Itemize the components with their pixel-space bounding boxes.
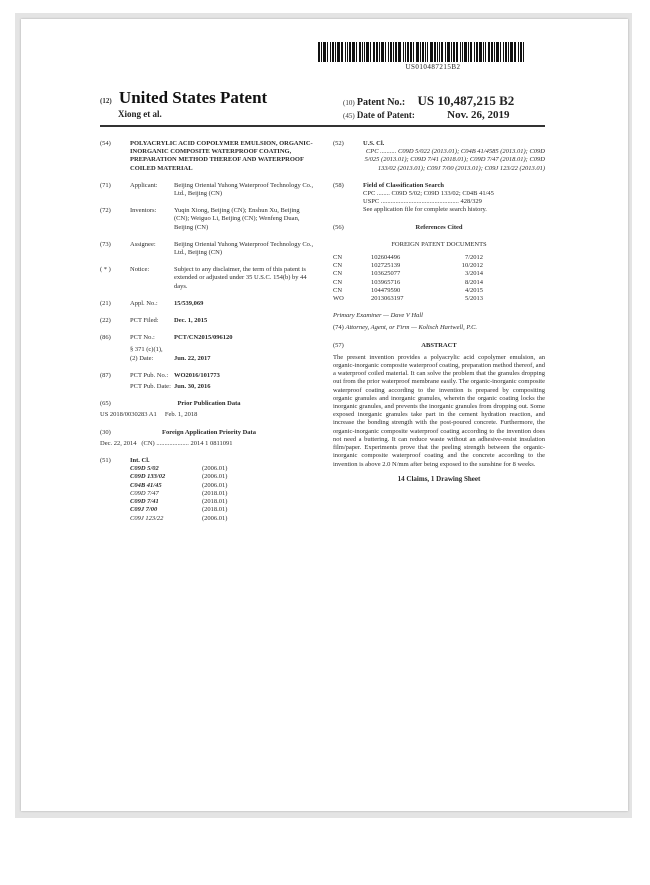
barcode-bar: [488, 42, 490, 62]
barcode-bar: [430, 42, 433, 62]
section-code: (30): [100, 428, 111, 436]
barcode-bar: [496, 42, 499, 62]
barcode-bar: [376, 42, 378, 62]
section-code: (87): [100, 371, 111, 379]
us-cl-heading: U.S. Cl.: [363, 140, 385, 147]
attorney: Attorney, Agent, or Firm — Kolisch Hartwell, P.C.: [345, 324, 478, 332]
barcode-bar: [321, 42, 322, 62]
barcode-bar: [491, 42, 493, 62]
inventors-label: Inventors:: [130, 207, 157, 215]
patent-heading: [100, 88, 267, 108]
field-search-cpc: CPC ........ C09D 5/02; C09D 133/02; C04B 41/45: [363, 190, 494, 198]
reference-row: [333, 262, 545, 270]
reference-number: 104479590: [371, 286, 401, 294]
section-code: ( * ): [100, 266, 111, 274]
pct-filed-value: Dec. 1, 2015: [174, 317, 208, 325]
barcode-bar: [505, 42, 507, 62]
pct-no-value: PCT/CN2015/096120: [174, 334, 233, 342]
section-code: (86): [100, 334, 111, 342]
section-code: (56): [333, 223, 344, 231]
references-subheading: FOREIGN PATENT DOCUMENTS: [391, 240, 487, 248]
int-cl-class: C09J 123/22: [130, 514, 164, 522]
barcode-bar: [518, 42, 519, 62]
field-search-section: [333, 182, 545, 215]
barcode-bar: [345, 42, 346, 62]
barcode-bar: [407, 42, 409, 62]
int-cl-heading: Int. Cl.: [130, 457, 150, 465]
barcode: [318, 42, 548, 62]
section-code: (54): [100, 140, 111, 147]
int-cl-date: (2018.01): [202, 498, 228, 506]
int-cl-class: C09D 7/47: [130, 489, 159, 497]
int-cl-list: [130, 465, 318, 522]
int-cl-date: (2006.01): [202, 481, 228, 489]
invention-title: POLYACRYLIC ACID COPOLYMER EMULSION, ORGANIC-INORGANIC COMPOSITE WATERPROOF COATING, PREPARATION METHOD THEREOF AND WATERPROOF COILED MATERIAL: [130, 140, 313, 172]
prior-pub-section: [100, 400, 318, 419]
reference-number: 103965716: [371, 278, 401, 286]
appl-value: 15/539,069: [174, 299, 204, 307]
barcode-bar: [327, 42, 328, 62]
reference-number: 103625077: [371, 270, 401, 278]
int-cl-date: (2018.01): [202, 489, 228, 497]
pct-filed-section: [100, 317, 318, 325]
barcode-bar: [460, 42, 461, 62]
pct-371-date-label: (2) Date:: [130, 354, 154, 362]
barcode-bar: [479, 42, 482, 62]
barcode-bar: [468, 42, 469, 62]
reference-row: [333, 254, 545, 262]
pct-pub-label: PCT Pub. No.:: [130, 371, 169, 379]
barcode-number: US010487215B2: [405, 63, 461, 71]
int-cl-class: C04B 41/45: [130, 481, 162, 489]
int-cl-row: [130, 465, 318, 473]
barcode-bar: [323, 42, 326, 62]
barcode-bar: [332, 42, 334, 62]
applicant-label: Applicant:: [130, 181, 158, 189]
prior-pub-heading: Prior Publication Data: [177, 400, 241, 408]
section-code: (73): [100, 240, 111, 248]
barcode-bar: [364, 42, 365, 62]
reference-number: 2013063197: [371, 295, 404, 303]
us-cl-section: [333, 140, 545, 173]
applicant-value: Beijing Oriental Yuhong Waterproof Technology Co., Ltd., Beijing (CN): [174, 181, 314, 198]
patent-date-line: [343, 109, 510, 121]
patent-title: United States Patent: [118, 88, 268, 107]
notice-section: [100, 266, 318, 291]
barcode-bar: [318, 42, 320, 62]
left-column: [100, 140, 318, 532]
barcode-bar: [523, 42, 524, 62]
section-code: (52): [333, 140, 344, 147]
date-label: Date of Patent:: [356, 110, 415, 120]
title-code: (12): [100, 97, 112, 105]
int-cl-section: [100, 457, 318, 523]
reference-row: [333, 270, 545, 278]
examiner-line: [333, 312, 545, 320]
patent-no-label: Patent No.:: [356, 97, 406, 108]
notice-label: Notice:: [130, 266, 150, 274]
patent-number-line: [343, 93, 514, 109]
int-cl-class: C09D 133/02: [130, 473, 166, 481]
barcode-bar: [388, 42, 389, 62]
reference-date: 3/2014: [464, 270, 483, 278]
reference-country: CN: [333, 286, 343, 294]
int-cl-row: [130, 498, 318, 506]
int-cl-class: C09D 5/02: [130, 465, 159, 473]
barcode-bar: [410, 42, 412, 62]
barcode-bar: [347, 42, 348, 62]
inventors-short: Xiong et al.: [118, 109, 162, 119]
barcode-bar: [464, 42, 467, 62]
us-cl-text: CPC .......... C09D 5/022 (2013.01); C04B 41/4585 (2013.01); C09D 5/025 (2013.01); C09D 7/41 (2018.01); C09D 7/47 (2018.01); C09D 133/02 (2013.01); C09J 7/00 (2013.01); C09J 123/22 (2013.01): [364, 148, 545, 172]
barcode-bar: [370, 42, 371, 62]
int-cl-row: [130, 482, 318, 490]
barcode-bar: [451, 42, 452, 62]
barcode-bar: [514, 42, 516, 62]
barcode-bar: [352, 42, 355, 62]
reference-date: 5/2013: [464, 295, 483, 303]
barcode-bar: [494, 42, 495, 62]
barcode-bar: [356, 42, 357, 62]
barcode-bar: [405, 42, 406, 62]
section-code: (74): [333, 324, 344, 332]
barcode-bar: [403, 42, 404, 62]
reference-date: 4/2015: [464, 286, 483, 294]
references-section: [333, 224, 545, 304]
section-code: (51): [100, 457, 111, 465]
pct-no-section: [100, 334, 318, 363]
barcode-bar: [335, 42, 336, 62]
pct-pub-section: [100, 372, 318, 391]
pct-371-date: Jun. 22, 2017: [174, 354, 211, 362]
barcode-bar: [341, 42, 343, 62]
reference-number: 102604496: [371, 254, 401, 262]
int-cl-date: (2006.01): [202, 473, 228, 481]
foreign-priority-heading: Foreign Application Priority Data: [162, 428, 256, 436]
appl-section: [100, 300, 318, 308]
pct-pub-value: WO2016/101773: [174, 371, 220, 379]
barcode-bar: [447, 42, 450, 62]
barcode-bar: [349, 42, 351, 62]
int-cl-date: (2006.01): [202, 514, 228, 522]
barcode-bar: [439, 42, 440, 62]
pct-371-label: § 371 (c)(1),: [130, 346, 163, 354]
barcode-bar: [503, 42, 504, 62]
section-code: (71): [100, 181, 111, 189]
reference-number: 102725139: [371, 262, 401, 270]
reference-row: [333, 279, 545, 287]
claims-summary: 14 Claims, 1 Drawing Sheet: [397, 474, 481, 483]
barcode-bar: [393, 42, 394, 62]
section-code: (65): [100, 400, 111, 408]
barcode-bar: [362, 42, 363, 62]
barcode-bar: [427, 42, 428, 62]
notice-value: Subject to any disclaimer, the term of this patent is extended or adjusted under 35 U.S.C. 154(b) by 44 days.: [174, 266, 307, 290]
int-cl-class: C09D 7/41: [130, 498, 159, 506]
date-code: (45): [343, 112, 355, 120]
section-code: (21): [100, 299, 111, 307]
barcode-bar: [373, 42, 375, 62]
pct-no-label: PCT No.:: [130, 334, 155, 342]
int-cl-row: [130, 506, 318, 514]
barcode-bar: [508, 42, 509, 62]
foreign-priority-section: [100, 429, 318, 448]
barcode-bar: [441, 42, 443, 62]
barcode-bar: [470, 42, 472, 62]
section-code: (22): [100, 317, 111, 325]
references-heading: References Cited: [415, 223, 463, 231]
barcode-bar: [366, 42, 369, 62]
pct-filed-label: PCT Filed:: [130, 317, 159, 325]
barcode-bar: [485, 42, 486, 62]
barcode-bar: [385, 42, 386, 62]
barcode-bar: [434, 42, 436, 62]
barcode-bar: [422, 42, 424, 62]
barcode-bar: [445, 42, 446, 62]
reference-country: CN: [333, 278, 343, 286]
right-column: [333, 140, 545, 492]
reference-country: CN: [333, 254, 343, 262]
barcode-bar: [379, 42, 380, 62]
int-cl-row: [130, 473, 318, 481]
barcode-bar: [390, 42, 392, 62]
barcode-bar: [462, 42, 463, 62]
barcode-bar: [413, 42, 414, 62]
patent-number: US 10,487,215 B2: [417, 93, 515, 108]
inventors-value: Yuqin Xiong, Beijing (CN); Enshun Xu, Beijing (CN); Weiguo Li, Beijing (CN); Wenfeng Duan, Beijing (CN): [174, 207, 300, 231]
barcode-bar: [520, 42, 522, 62]
references-list: [333, 254, 545, 303]
barcode-bar: [359, 42, 361, 62]
barcode-bar: [395, 42, 397, 62]
section-code: (72): [100, 207, 111, 215]
field-search-uspc: USPC ................................................ 428/329: [363, 198, 482, 206]
reference-country: WO: [333, 295, 344, 303]
attorney-section: [333, 324, 545, 332]
barcode-bar: [476, 42, 478, 62]
reference-country: CN: [333, 262, 343, 270]
prior-pub-line: US 2018/0030283 A1 Feb. 1, 2018: [100, 411, 198, 419]
patent-date: Nov. 26, 2019: [447, 109, 510, 121]
reference-row: [333, 287, 545, 295]
barcode-bar: [483, 42, 484, 62]
int-cl-date: (2006.01): [202, 465, 228, 473]
inventors-section: [100, 207, 318, 232]
barcode-bar: [474, 42, 475, 62]
section-code: (57): [333, 341, 344, 349]
reference-date: 8/2014: [464, 278, 483, 286]
assignee-value: Beijing Oriental Yuhong Waterproof Technology Co., Ltd., Beijing (CN): [174, 240, 314, 257]
abstract-text: The present invention provides a polyacrylic acid copolymer emulsion, an organic-inorganic composite waterproof coating, preparation method thereof, and a waterproof coiled material. It can solve the problem that the granules dropping out from the prior waterproof membrane easily. The organic-inorganic composite waterproof coating according to the invention is prepared by compositing organic granules and inorganic granules, wherein the organic coating locks the inorganic granules, and prevents the inorganic granules from dropping out. Some exposed inorganic granules take part in the cement hydration reaction, and increase the bonding strength with the post-poured concrete. Furthermore, the organic-inorganic composite waterproof coating according to the invention does not need a buttering. It can reduce waste without an adhesive-resist insulation film/paper. Experiments prove that the peeling strength between the organic-inorganic composite waterproof coating and the concrete according to the invention is above 2.0 N/mm after being exposed to the sunshine for 8 weeks.: [333, 353, 545, 468]
barcode-bar: [416, 42, 419, 62]
barcode-bar: [398, 42, 401, 62]
barcode-bar: [337, 42, 340, 62]
abstract-section: [333, 342, 545, 483]
reference-row: [333, 295, 545, 303]
section-code: (58): [333, 181, 344, 189]
abstract-heading: ABSTRACT: [421, 341, 457, 349]
barcode-bar: [381, 42, 384, 62]
barcode-bar: [456, 42, 458, 62]
reference-country: CN: [333, 270, 343, 278]
barcode-bar: [453, 42, 455, 62]
reference-date: 10/2012: [461, 262, 483, 270]
assignee-label: Assignee:: [130, 240, 156, 248]
reference-date: 7/2012: [464, 254, 483, 262]
appl-label: Appl. No.:: [130, 299, 158, 307]
barcode-bar: [330, 42, 331, 62]
applicant-section: [100, 182, 318, 198]
barcode-bar: [420, 42, 421, 62]
title-section: [100, 140, 318, 173]
pct-pub-date-label: PCT Pub. Date:: [130, 383, 171, 391]
field-search-heading: Field of Classification Search: [363, 181, 444, 189]
int-cl-row: [130, 490, 318, 498]
field-search-note: See application file for complete search history.: [363, 206, 487, 214]
barcode-bar: [500, 42, 501, 62]
int-cl-row: [130, 515, 318, 523]
primary-examiner: Primary Examiner — Dave V Hall: [333, 312, 423, 320]
patent-no-code: (10): [343, 99, 355, 107]
barcode-bar: [425, 42, 426, 62]
barcode-bar: [437, 42, 438, 62]
assignee-section: [100, 241, 318, 257]
int-cl-class: C09J 7/00: [130, 506, 158, 514]
header-divider: [100, 125, 545, 127]
foreign-priority-line: Dec. 22, 2014 (CN) .................... 2014 1 0811091: [100, 439, 233, 447]
pct-pub-date: Jun. 30, 2016: [174, 383, 211, 391]
barcode-bar: [510, 42, 513, 62]
int-cl-date: (2018.01): [202, 506, 228, 514]
